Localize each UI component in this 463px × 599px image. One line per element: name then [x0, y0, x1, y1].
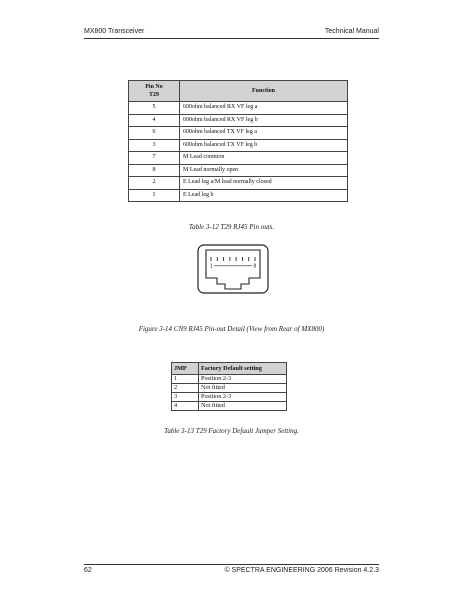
- table-row: [129, 127, 348, 140]
- function-cell: M Lead normally open: [180, 164, 348, 177]
- function-cell: 600ohm balanced TX VF leg b: [180, 139, 348, 152]
- table-row: [129, 102, 348, 115]
- pin-out-table: [128, 80, 348, 202]
- function-cell: 600ohm balanced RX VF leg a: [180, 102, 348, 115]
- setting-cell: Position 2-3: [199, 375, 287, 384]
- pin-contacts: [211, 257, 255, 261]
- function-cell: M Lead common: [180, 152, 348, 165]
- jumper-table-caption: Table 3-13 T29 Factory Default Jumper Setting.: [164, 427, 299, 435]
- figure-caption: Figure 3-14 CN9 RJ45 Pin-out Detail (View from Rear of MX800): [138, 325, 325, 333]
- jmp-cell: 2: [172, 384, 199, 393]
- table-row: [129, 152, 348, 165]
- table-row: [129, 114, 348, 127]
- jmp-cell: 1: [172, 375, 199, 384]
- pin-number-cell: 7: [129, 152, 180, 165]
- header-rule: [84, 38, 379, 39]
- pin-1-label: 1: [210, 263, 213, 270]
- table-row: [129, 139, 348, 152]
- table-row: [172, 393, 287, 402]
- setting-column-header: Factory Default setting: [199, 363, 287, 375]
- setting-cell: Not fitted: [199, 402, 287, 411]
- pin-number-cell: 8: [129, 164, 180, 177]
- pin-number-cell: 2: [129, 177, 180, 190]
- function-column-header: Function: [180, 81, 348, 102]
- table-row: [172, 384, 287, 393]
- setting-cell: Position 2-3: [199, 393, 287, 402]
- table-row: [129, 189, 348, 202]
- jmp-cell: 3: [172, 393, 199, 402]
- rj45-connector-diagram: [197, 244, 269, 294]
- function-cell: 600ohm balanced TX VF leg a: [180, 127, 348, 140]
- function-cell: E Lead leg a/M lead normally closed: [180, 177, 348, 190]
- jmp-column-header: JMP: [172, 363, 199, 375]
- pin-number-cell: 3: [129, 139, 180, 152]
- pin-number-cell: 5: [129, 102, 180, 115]
- header-document-title: Technical Manual: [324, 28, 379, 35]
- connector-socket-outline: [206, 250, 260, 289]
- jumper-settings-table: [171, 362, 287, 411]
- pin-table-caption: Table 3-12 T29 RJ45 Pin outs.: [188, 223, 275, 231]
- function-cell: E Lead leg b: [180, 189, 348, 202]
- pin-8-label: 8: [253, 263, 257, 270]
- function-cell: 600ohm balanced RX VF leg b: [180, 114, 348, 127]
- header-product-title: MX800 Transceiver: [84, 28, 145, 35]
- table-row: [172, 375, 287, 384]
- table-row: [129, 164, 348, 177]
- pin-header-line-1: Pin No: [145, 84, 163, 90]
- table-row: [172, 402, 287, 411]
- pin-number-cell: 4: [129, 114, 180, 127]
- footer-copyright: © SPECTRA ENGINEERING 2006 Revision 4.2.3: [224, 567, 379, 574]
- setting-cell: Not fitted: [199, 384, 287, 393]
- jmp-cell: 4: [172, 402, 199, 411]
- pin-number-cell: 6: [129, 127, 180, 140]
- pin-column-header: [129, 81, 180, 102]
- pin-header-line-2: T29: [148, 92, 159, 98]
- table-row: [129, 177, 348, 190]
- footer-rule: [84, 564, 379, 565]
- connector-outer-body: [198, 245, 268, 293]
- pin-number-cell: 1: [129, 189, 180, 202]
- page-number: 62: [84, 567, 92, 574]
